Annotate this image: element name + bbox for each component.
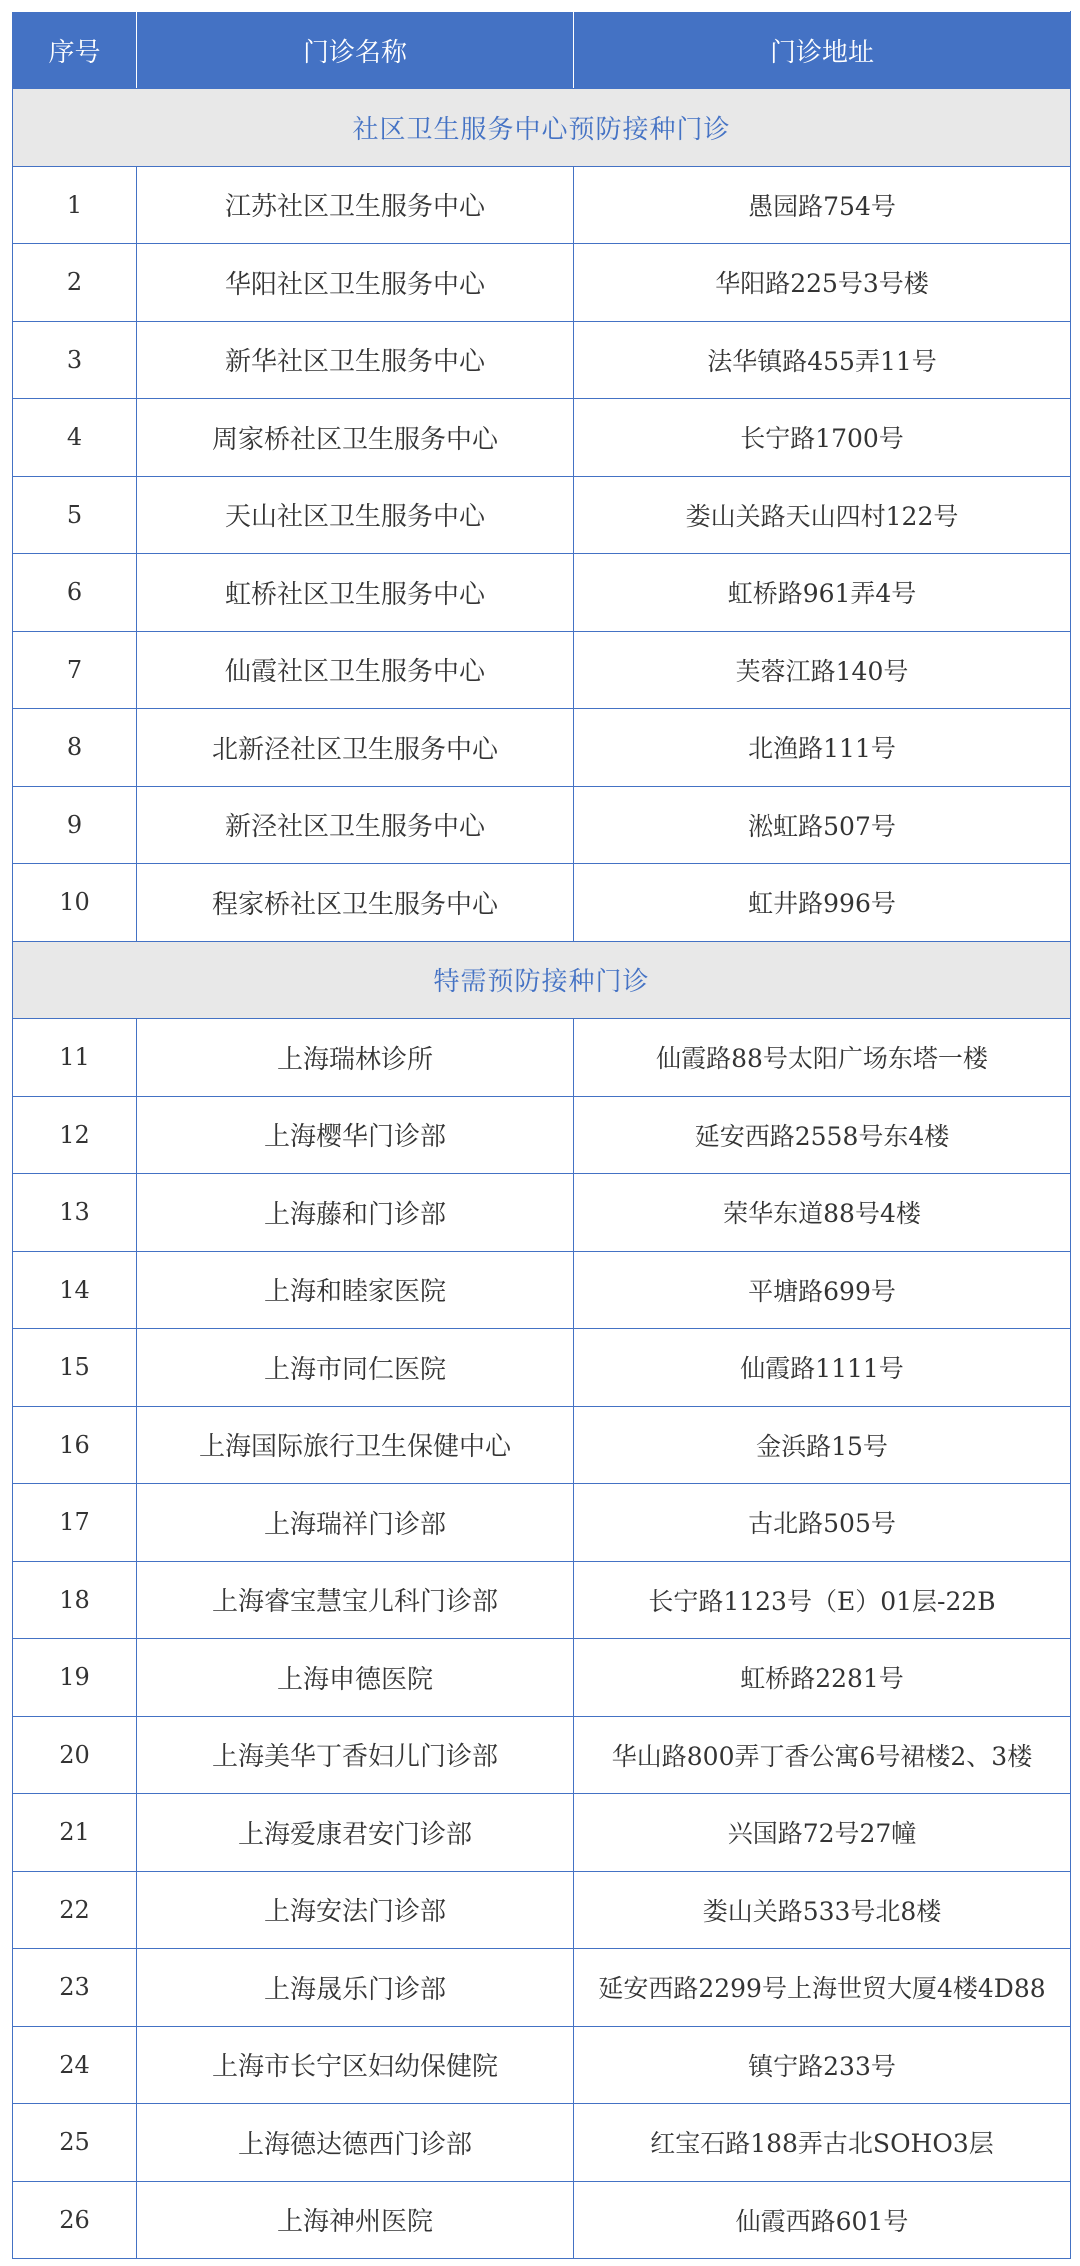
section-title: 社区卫生服务中心预防接种门诊 (13, 89, 1071, 167)
row-number: 23 (13, 1949, 137, 2027)
clinic-address: 芙蓉江路140号 (574, 631, 1071, 709)
clinic-address: 长宁路1123号（E）01层-22B (574, 1561, 1071, 1639)
clinic-address: 仙霞路1111号 (574, 1329, 1071, 1407)
table-row (13, 321, 1071, 399)
clinic-address: 娄山关路天山四村122号 (574, 476, 1071, 554)
row-number: 5 (13, 476, 137, 554)
section-header-row (13, 941, 1071, 1019)
row-number: 8 (13, 709, 137, 787)
row-number: 12 (13, 1096, 137, 1174)
row-number: 9 (13, 786, 137, 864)
clinic-name: 新华社区卫生服务中心 (137, 321, 574, 399)
row-number: 7 (13, 631, 137, 709)
clinic-name: 上海瑞祥门诊部 (137, 1484, 574, 1562)
row-number: 15 (13, 1329, 137, 1407)
clinic-address: 法华镇路455弄11号 (574, 321, 1071, 399)
clinic-name: 上海藤和门诊部 (137, 1174, 574, 1252)
table-row (13, 2181, 1071, 2259)
row-number: 17 (13, 1484, 137, 1562)
table-row (13, 1174, 1071, 1252)
clinic-address: 金浜路15号 (574, 1406, 1071, 1484)
clinic-address: 镇宁路233号 (574, 2026, 1071, 2104)
header-no: 序号 (13, 12, 137, 89)
table-row (13, 864, 1071, 942)
table-body (13, 89, 1071, 2259)
clinic-address: 虹井路996号 (574, 864, 1071, 942)
table-row (13, 476, 1071, 554)
clinic-name: 江苏社区卫生服务中心 (137, 166, 574, 244)
row-number: 13 (13, 1174, 137, 1252)
table-row (13, 1639, 1071, 1717)
row-number: 26 (13, 2181, 137, 2259)
clinic-address: 娄山关路533号北8楼 (574, 1871, 1071, 1949)
row-number: 4 (13, 399, 137, 477)
clinic-name: 上海爱康君安门诊部 (137, 1794, 574, 1872)
section-header-row (13, 89, 1071, 167)
table-row (13, 554, 1071, 632)
clinic-name: 程家桥社区卫生服务中心 (137, 864, 574, 942)
table-row (13, 1251, 1071, 1329)
table-row (13, 1406, 1071, 1484)
clinic-name: 上海市长宁区妇幼保健院 (137, 2026, 574, 2104)
row-number: 18 (13, 1561, 137, 1639)
table-row (13, 1871, 1071, 1949)
clinic-address: 虹桥路2281号 (574, 1639, 1071, 1717)
clinic-name: 仙霞社区卫生服务中心 (137, 631, 574, 709)
table-row (13, 1484, 1071, 1562)
row-number: 11 (13, 1019, 137, 1097)
clinic-name: 上海神州医院 (137, 2181, 574, 2259)
clinic-name: 上海和睦家医院 (137, 1251, 574, 1329)
clinic-address: 虹桥路961弄4号 (574, 554, 1071, 632)
clinic-name: 华阳社区卫生服务中心 (137, 244, 574, 322)
table-row (13, 166, 1071, 244)
clinic-address: 红宝石路188弄古北SOHO3层 (574, 2104, 1071, 2182)
row-number: 22 (13, 1871, 137, 1949)
clinic-address: 仙霞西路601号 (574, 2181, 1071, 2259)
row-number: 10 (13, 864, 137, 942)
table-row (13, 631, 1071, 709)
table-row (13, 244, 1071, 322)
row-number: 16 (13, 1406, 137, 1484)
row-number: 25 (13, 2104, 137, 2182)
clinic-address: 北渔路111号 (574, 709, 1071, 787)
table-row (13, 1561, 1071, 1639)
clinic-name: 上海安法门诊部 (137, 1871, 574, 1949)
row-number: 21 (13, 1794, 137, 1872)
row-number: 3 (13, 321, 137, 399)
clinic-name: 新泾社区卫生服务中心 (137, 786, 574, 864)
clinic-table (12, 11, 1071, 2259)
clinic-address: 古北路505号 (574, 1484, 1071, 1562)
clinic-name: 虹桥社区卫生服务中心 (137, 554, 574, 632)
clinic-address: 淞虹路507号 (574, 786, 1071, 864)
row-number: 2 (13, 244, 137, 322)
clinic-name: 上海美华丁香妇儿门诊部 (137, 1716, 574, 1794)
table-row (13, 1949, 1071, 2027)
clinic-name: 周家桥社区卫生服务中心 (137, 399, 574, 477)
clinic-address: 兴国路72号27幢 (574, 1794, 1071, 1872)
row-number: 1 (13, 166, 137, 244)
row-number: 14 (13, 1251, 137, 1329)
clinic-address: 华山路800弄丁香公寓6号裙楼2、3楼 (574, 1716, 1071, 1794)
row-number: 24 (13, 2026, 137, 2104)
table-row (13, 1716, 1071, 1794)
table-row (13, 2026, 1071, 2104)
clinic-address: 长宁路1700号 (574, 399, 1071, 477)
table-row (13, 2104, 1071, 2182)
table-row (13, 786, 1071, 864)
clinic-name: 上海国际旅行卫生保健中心 (137, 1406, 574, 1484)
clinic-address: 仙霞路88号太阳广场东塔一楼 (574, 1019, 1071, 1097)
section-title: 特需预防接种门诊 (13, 941, 1071, 1019)
clinic-name: 上海德达德西门诊部 (137, 2104, 574, 2182)
row-number: 6 (13, 554, 137, 632)
clinic-address: 延安西路2558号东4楼 (574, 1096, 1071, 1174)
clinic-name: 上海樱华门诊部 (137, 1096, 574, 1174)
clinic-name: 天山社区卫生服务中心 (137, 476, 574, 554)
clinic-name: 上海睿宝慧宝儿科门诊部 (137, 1561, 574, 1639)
clinic-address: 愚园路754号 (574, 166, 1071, 244)
clinic-name: 上海瑞林诊所 (137, 1019, 574, 1097)
clinic-name: 上海市同仁医院 (137, 1329, 574, 1407)
header-address: 门诊地址 (574, 12, 1071, 89)
clinic-address: 平塘路699号 (574, 1251, 1071, 1329)
clinic-name: 北新泾社区卫生服务中心 (137, 709, 574, 787)
table-row (13, 399, 1071, 477)
table-row (13, 1329, 1071, 1407)
table-row (13, 1019, 1071, 1097)
table-row (13, 1794, 1071, 1872)
clinic-address: 荣华东道88号4楼 (574, 1174, 1071, 1252)
clinic-address: 延安西路2299号上海世贸大厦4楼4D88 (574, 1949, 1071, 2027)
table-row (13, 709, 1071, 787)
table-row (13, 1096, 1071, 1174)
clinic-name: 上海申德医院 (137, 1639, 574, 1717)
row-number: 19 (13, 1639, 137, 1717)
header-name: 门诊名称 (137, 12, 574, 89)
clinic-address: 华阳路225号3号楼 (574, 244, 1071, 322)
clinic-name: 上海晟乐门诊部 (137, 1949, 574, 2027)
header-row (13, 12, 1071, 89)
row-number: 20 (13, 1716, 137, 1794)
